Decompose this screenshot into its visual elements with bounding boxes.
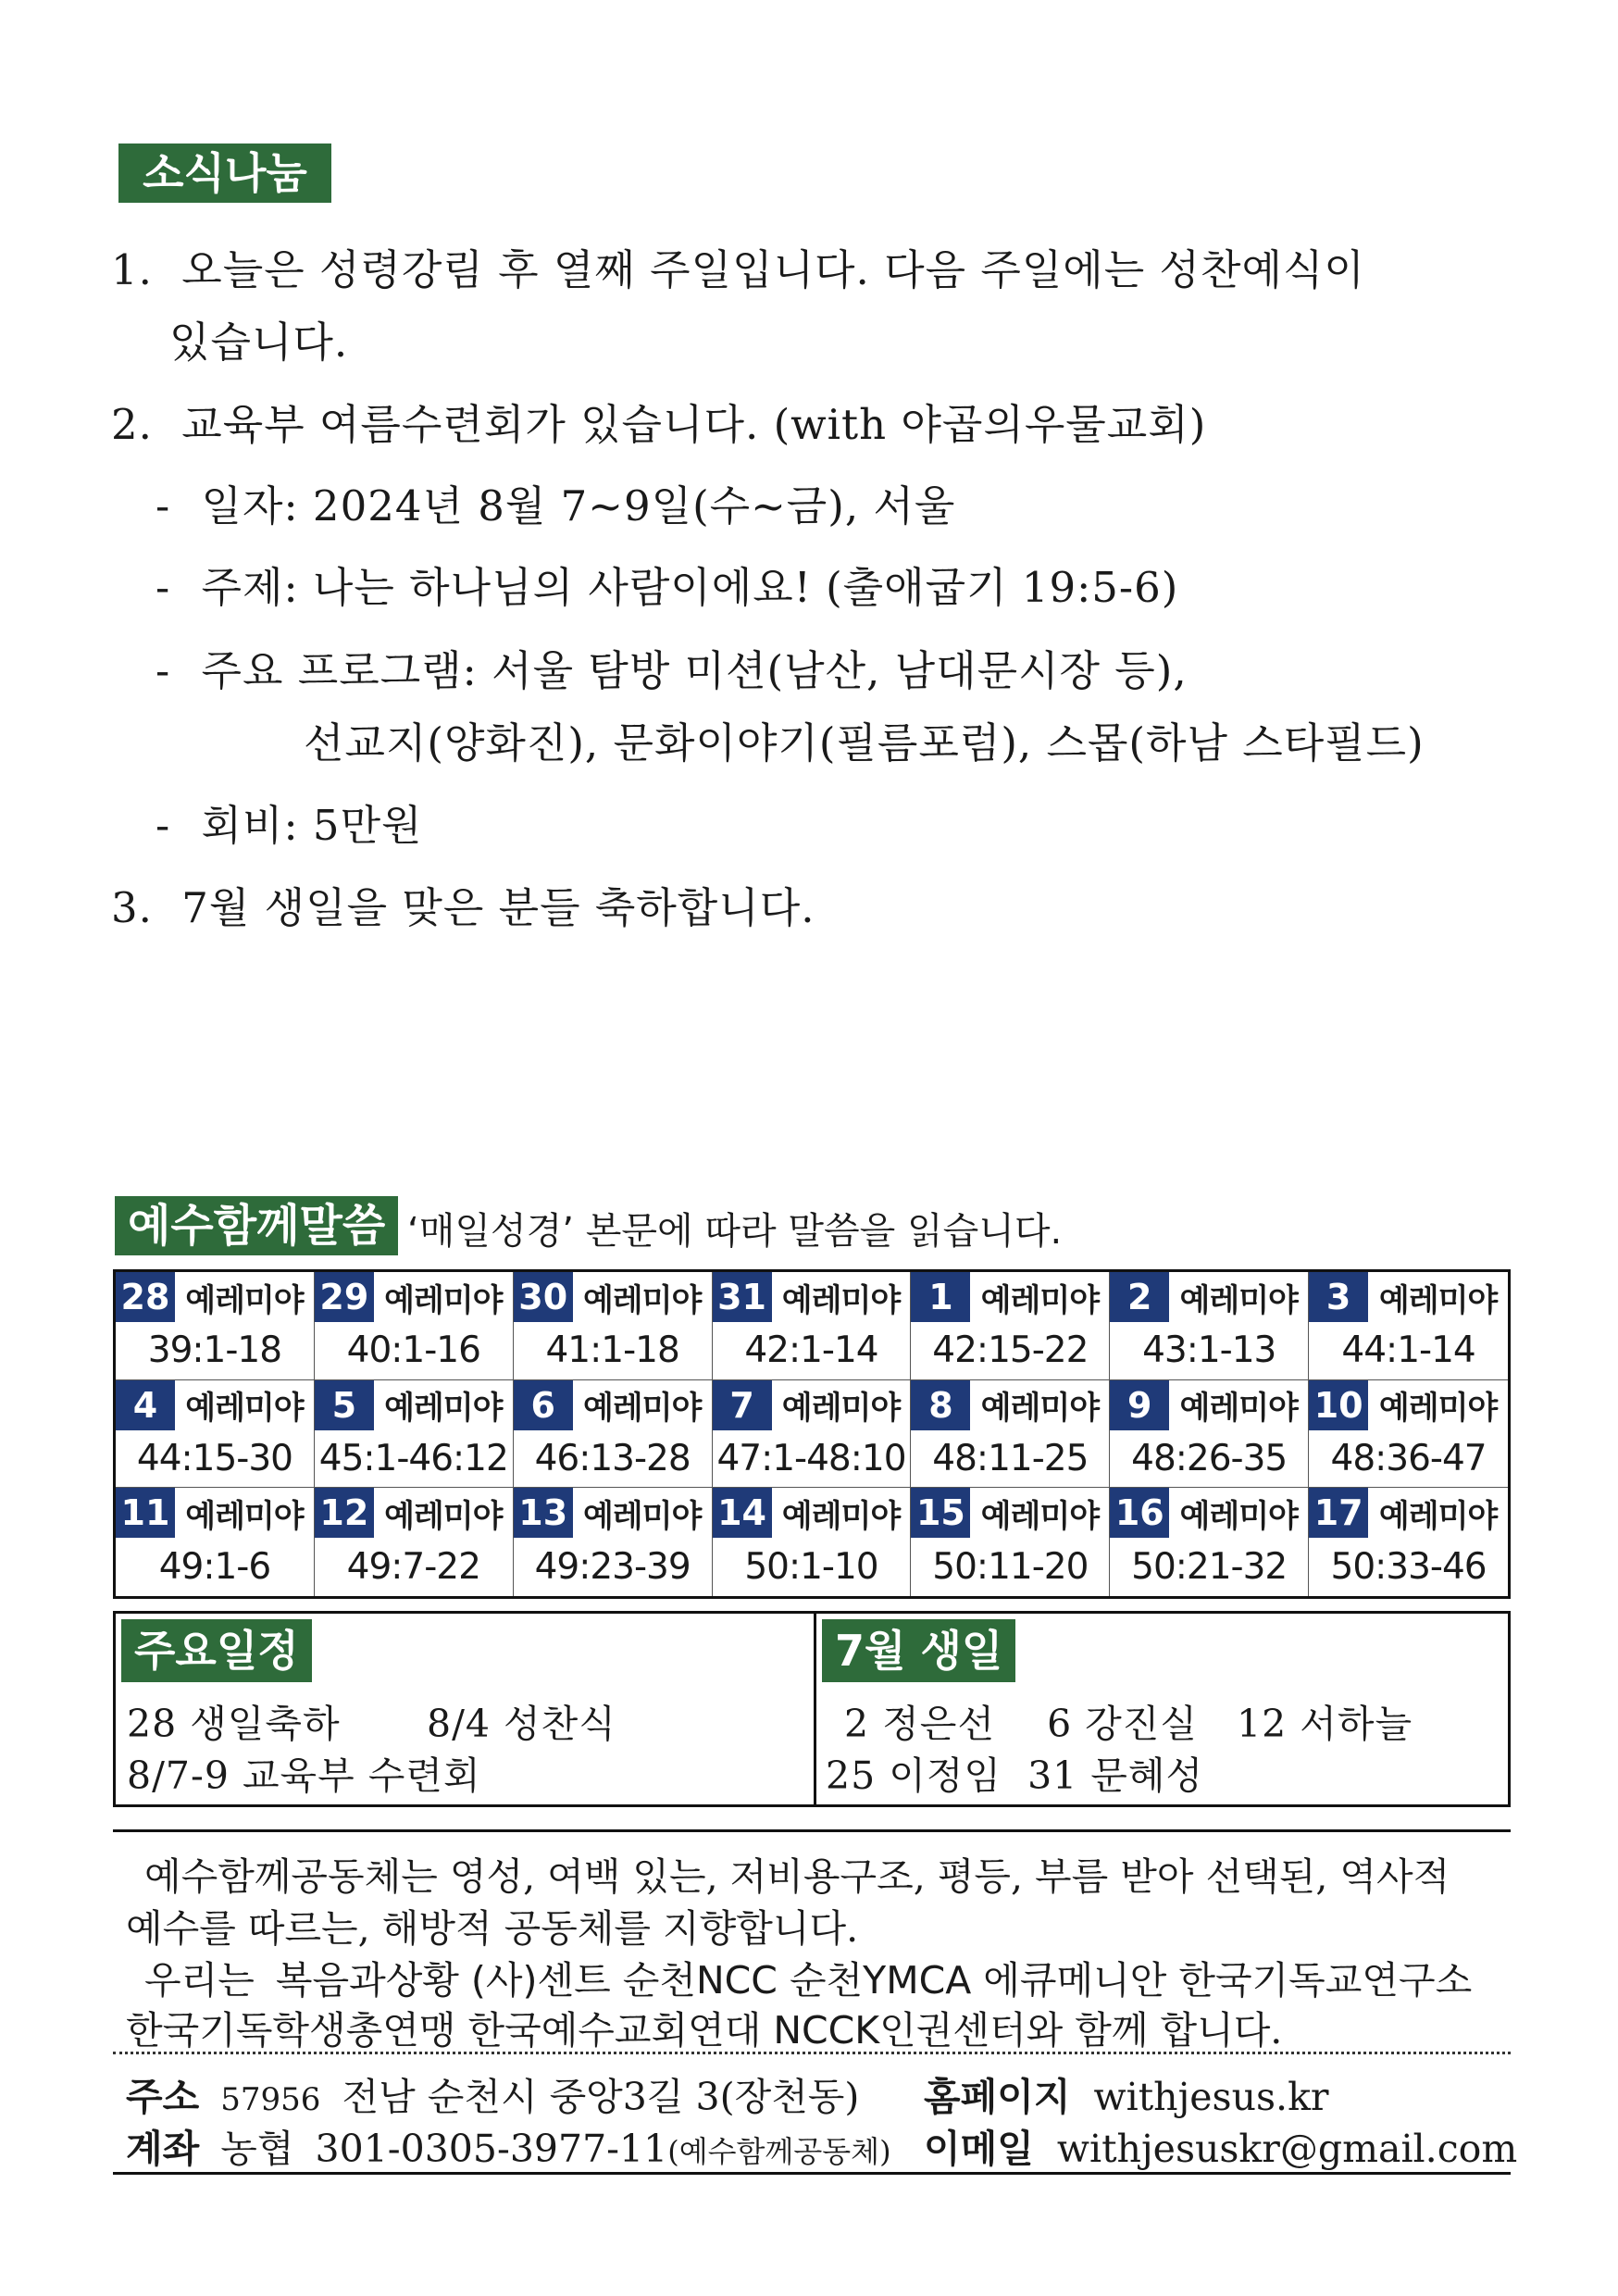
reading-cell-header bbox=[116, 1380, 314, 1430]
news-subitem-theme bbox=[156, 554, 1178, 614]
reading-day: 28 bbox=[116, 1272, 175, 1322]
reading-book: 예레미야 bbox=[185, 1281, 304, 1319]
reading-day: 10 bbox=[1309, 1380, 1368, 1430]
reading-cell bbox=[911, 1380, 1110, 1489]
homepage-row bbox=[924, 2066, 1329, 2121]
reading-cell bbox=[1309, 1488, 1508, 1596]
reading-book: 예레미야 bbox=[1179, 1281, 1298, 1319]
schedule-box bbox=[113, 1611, 816, 1807]
news-item-3-num: 3. bbox=[111, 883, 153, 932]
reading-day: 29 bbox=[315, 1272, 374, 1322]
reading-cell bbox=[911, 1488, 1110, 1596]
address-row bbox=[126, 2066, 859, 2121]
news-subitem-program bbox=[156, 637, 1188, 697]
bullet-dash: - bbox=[156, 646, 171, 695]
reading-book: 예레미야 bbox=[980, 1390, 1100, 1428]
reading-day: 15 bbox=[911, 1488, 970, 1538]
news-subitem-fee-text: 회비: 5만원 bbox=[201, 801, 423, 850]
news-subitem-date-text: 일자: 2024년 8월 7~9일(수~금), 서울 bbox=[201, 481, 956, 530]
reading-cell bbox=[315, 1380, 514, 1489]
reading-verse: 42:1-14 bbox=[744, 1329, 878, 1372]
address-label: 주소 bbox=[126, 2075, 200, 2119]
reading-cell-header bbox=[911, 1380, 1109, 1430]
partners-outro: 와 함께 합니다. bbox=[1026, 2008, 1283, 2053]
bullet-dash: - bbox=[156, 481, 171, 530]
news-item-1-cont: 있습니다. bbox=[169, 318, 349, 367]
homepage-label: 홈페이지 bbox=[924, 2075, 1071, 2119]
reading-cell-header bbox=[713, 1272, 911, 1322]
email-label: 이메일 bbox=[924, 2127, 1034, 2171]
reading-day: 8 bbox=[911, 1380, 970, 1430]
reading-book: 예레미야 bbox=[980, 1281, 1100, 1319]
reading-day: 13 bbox=[514, 1488, 573, 1538]
news-item-3-text: 7월 생일을 맞은 분들 축하합니다. bbox=[181, 883, 815, 932]
reading-cell bbox=[514, 1380, 713, 1489]
reading-cell bbox=[116, 1488, 315, 1596]
bible-section-title: 예수함께말씀 bbox=[115, 1196, 398, 1255]
reading-book: 예레미야 bbox=[384, 1497, 503, 1535]
reading-day: 11 bbox=[116, 1488, 175, 1538]
reading-verse: 45:1-46:12 bbox=[318, 1437, 508, 1479]
schedule-item-communion: 8/4 성찬식 bbox=[427, 1702, 616, 1746]
news-subitem-theme-text: 주제: 나는 하나님의 사람이에요! (출애굽기 19:5-6) bbox=[201, 563, 1179, 612]
news-item-1-text: 오늘은 성령강림 후 열째 주일입니다. 다음 주일에는 성찬예식이 bbox=[181, 245, 1365, 294]
reading-cell bbox=[911, 1272, 1110, 1380]
reading-day: 16 bbox=[1110, 1488, 1169, 1538]
reading-cell-header bbox=[1309, 1272, 1508, 1322]
reading-day: 14 bbox=[713, 1488, 772, 1538]
reading-book: 예레미야 bbox=[980, 1497, 1100, 1535]
reading-cell-header bbox=[514, 1272, 712, 1322]
reading-cell-header bbox=[514, 1488, 712, 1538]
reading-cell-header bbox=[116, 1488, 314, 1538]
divider-top bbox=[113, 1829, 1511, 1832]
partners-line-1 bbox=[144, 1950, 1472, 2004]
reading-cell bbox=[315, 1488, 514, 1596]
reading-day: 6 bbox=[514, 1380, 573, 1430]
reading-cell bbox=[713, 1272, 912, 1380]
partners-list-1: 복음과상황 (사)센트 순천NCC 순천YMCA 에큐메니안 한국기독교연구소 bbox=[275, 1958, 1473, 2003]
homepage-link[interactable]: withjesus.kr bbox=[1093, 2075, 1329, 2119]
reading-book: 예레미야 bbox=[384, 1390, 503, 1428]
partners-list-2: 한국기독학생총연맹 한국예수교회연대 NCCK인권센터 bbox=[126, 2008, 1027, 2053]
bullet-dash: - bbox=[156, 563, 171, 612]
reading-verse: 50:11-20 bbox=[932, 1546, 1089, 1589]
reading-book: 예레미야 bbox=[781, 1281, 901, 1319]
reading-day: 2 bbox=[1110, 1272, 1169, 1322]
reading-verse: 40:1-16 bbox=[346, 1329, 480, 1372]
community-statement-line-1: 예수함께공동체는 영성, 여백 있는, 저비용구조, 평등, 부름 받아 선택된, 역사적 bbox=[144, 1854, 1450, 1899]
account-row bbox=[126, 2118, 891, 2173]
reading-cell bbox=[116, 1272, 315, 1380]
reading-book: 예레미야 bbox=[1179, 1497, 1298, 1535]
reading-cell-header bbox=[315, 1380, 513, 1430]
reading-book: 예레미야 bbox=[781, 1497, 901, 1535]
reading-verse: 43:1-13 bbox=[1142, 1329, 1276, 1372]
reading-day: 4 bbox=[116, 1380, 175, 1430]
reading-day: 5 bbox=[315, 1380, 374, 1430]
reading-cell bbox=[1110, 1488, 1309, 1596]
news-subitem-date bbox=[156, 472, 955, 532]
reading-day: 30 bbox=[514, 1272, 573, 1322]
reading-cell-header bbox=[713, 1380, 911, 1430]
news-subitem-program-text: 주요 프로그램: 서울 탐방 미션(남산, 남대문시장 등), bbox=[201, 646, 1188, 695]
reading-day: 17 bbox=[1309, 1488, 1368, 1538]
schedule-title: 주요일정 bbox=[121, 1619, 312, 1682]
reading-book: 예레미야 bbox=[185, 1497, 304, 1535]
reading-cell bbox=[1309, 1272, 1508, 1380]
reading-day: 1 bbox=[911, 1272, 970, 1322]
reading-cell bbox=[1309, 1380, 1508, 1489]
reading-verse: 49:23-39 bbox=[534, 1546, 691, 1589]
reading-cell-header bbox=[1309, 1488, 1508, 1538]
reading-verse: 50:21-32 bbox=[1131, 1546, 1288, 1589]
news-item-1-num: 1. bbox=[111, 245, 153, 294]
reading-cell-header bbox=[1110, 1488, 1308, 1538]
divider-dotted bbox=[113, 2052, 1511, 2054]
reading-book: 예레미야 bbox=[185, 1390, 304, 1428]
birthday-line-2: 25 이정임 31 문혜성 bbox=[826, 1753, 1204, 1798]
reading-verse: 48:36-47 bbox=[1330, 1437, 1487, 1479]
reading-verse: 48:26-35 bbox=[1131, 1437, 1288, 1479]
reading-book: 예레미야 bbox=[582, 1497, 702, 1535]
reading-cell-header bbox=[713, 1488, 911, 1538]
reading-cell-header bbox=[315, 1272, 513, 1322]
reading-verse: 50:33-46 bbox=[1330, 1546, 1487, 1589]
account-holder: (예수함께공동체) bbox=[667, 2134, 891, 2169]
reading-verse: 47:1-48:10 bbox=[716, 1437, 906, 1479]
news-section-title: 소식나눔 bbox=[118, 144, 331, 203]
reading-cell bbox=[1110, 1272, 1309, 1380]
reading-verse: 41:1-18 bbox=[545, 1329, 679, 1372]
reading-book: 예레미야 bbox=[1378, 1497, 1498, 1535]
address: 전남 순천시 중앙3길 3(장천동) bbox=[342, 2075, 860, 2119]
reading-day: 31 bbox=[713, 1272, 772, 1322]
reading-cell-header bbox=[315, 1488, 513, 1538]
news-subitem-fee bbox=[156, 792, 423, 852]
community-statement-line-2: 예수를 따르는, 해방적 공동체를 지향합니다. bbox=[126, 1906, 859, 1951]
bullet-dash: - bbox=[156, 801, 171, 850]
reading-verse: 42:15-22 bbox=[932, 1329, 1089, 1372]
schedule-item-retreat: 8/7-9 교육부 수련회 bbox=[127, 1753, 481, 1798]
reading-cell bbox=[514, 1488, 713, 1596]
reading-cell-header bbox=[1110, 1272, 1308, 1322]
birthday-title: 7월 생일 bbox=[822, 1619, 1015, 1682]
reading-book: 예레미야 bbox=[582, 1390, 702, 1428]
email-link[interactable]: withjesuskr@gmail.com bbox=[1056, 2127, 1518, 2171]
news-subitem-program-cont: 선교지(양화진), 문화이야기(필름포럼), 스몹(하남 스타필드) bbox=[304, 718, 1425, 767]
schedule-item-birthday: 28 생일축하 bbox=[127, 1702, 341, 1746]
reading-cell bbox=[514, 1272, 713, 1380]
email-row bbox=[924, 2118, 1517, 2173]
account-number: 301-0305-3977-11 bbox=[315, 2127, 668, 2171]
partners-intro: 우리는 bbox=[144, 1958, 255, 2003]
reading-book: 예레미야 bbox=[1179, 1390, 1298, 1428]
reading-cell bbox=[116, 1380, 315, 1489]
reading-verse: 39:1-18 bbox=[147, 1329, 282, 1372]
account-label: 계좌 bbox=[126, 2127, 200, 2171]
reading-cell-header bbox=[911, 1272, 1109, 1322]
reading-cell-header bbox=[514, 1380, 712, 1430]
news-item-2-text: 교육부 여름수련회가 있습니다. (with 야곱의우물교회) bbox=[181, 400, 1207, 449]
birthday-box bbox=[814, 1611, 1511, 1807]
reading-day: 9 bbox=[1110, 1380, 1169, 1430]
reading-verse: 46:13-28 bbox=[534, 1437, 691, 1479]
reading-book: 예레미야 bbox=[1378, 1281, 1498, 1319]
divider-bottom bbox=[113, 2172, 1511, 2175]
reading-book: 예레미야 bbox=[1378, 1390, 1498, 1428]
reading-verse: 48:11-25 bbox=[932, 1437, 1089, 1479]
reading-verse: 49:7-22 bbox=[346, 1546, 480, 1589]
reading-verse: 44:1-14 bbox=[1341, 1329, 1475, 1372]
news-item-3 bbox=[111, 874, 815, 934]
birthday-line-1: 2 정은선 6 강진실 12 서하늘 bbox=[844, 1702, 1413, 1746]
reading-verse: 49:1-6 bbox=[158, 1546, 271, 1589]
news-item-2-num: 2. bbox=[111, 400, 153, 449]
reading-book: 예레미야 bbox=[781, 1390, 901, 1428]
reading-cell bbox=[315, 1272, 514, 1380]
reading-day: 3 bbox=[1309, 1272, 1368, 1322]
reading-verse: 50:1-10 bbox=[744, 1546, 878, 1589]
reading-cell-header bbox=[1309, 1380, 1508, 1430]
news-item-2 bbox=[111, 391, 1206, 451]
reading-day: 12 bbox=[315, 1488, 374, 1538]
reading-day: 7 bbox=[713, 1380, 772, 1430]
reading-cell bbox=[1110, 1380, 1309, 1489]
news-item-1 bbox=[111, 236, 1365, 296]
partners-line-2 bbox=[126, 2000, 1282, 2054]
bible-reading-table bbox=[113, 1269, 1511, 1599]
reading-cell-header bbox=[116, 1272, 314, 1322]
bank-name: 농협 bbox=[220, 2127, 294, 2171]
bible-section-note: ‘매일성경’ 본문에 따라 말씀을 읽습니다. bbox=[407, 1210, 1063, 1253]
reading-book: 예레미야 bbox=[384, 1281, 503, 1319]
reading-verse: 44:15-30 bbox=[136, 1437, 292, 1479]
reading-cell bbox=[713, 1488, 912, 1596]
reading-cell-header bbox=[911, 1488, 1109, 1538]
reading-book: 예레미야 bbox=[582, 1281, 702, 1319]
reading-cell bbox=[713, 1380, 912, 1489]
reading-cell-header bbox=[1110, 1380, 1308, 1430]
postcode: 57956 bbox=[220, 2081, 321, 2118]
